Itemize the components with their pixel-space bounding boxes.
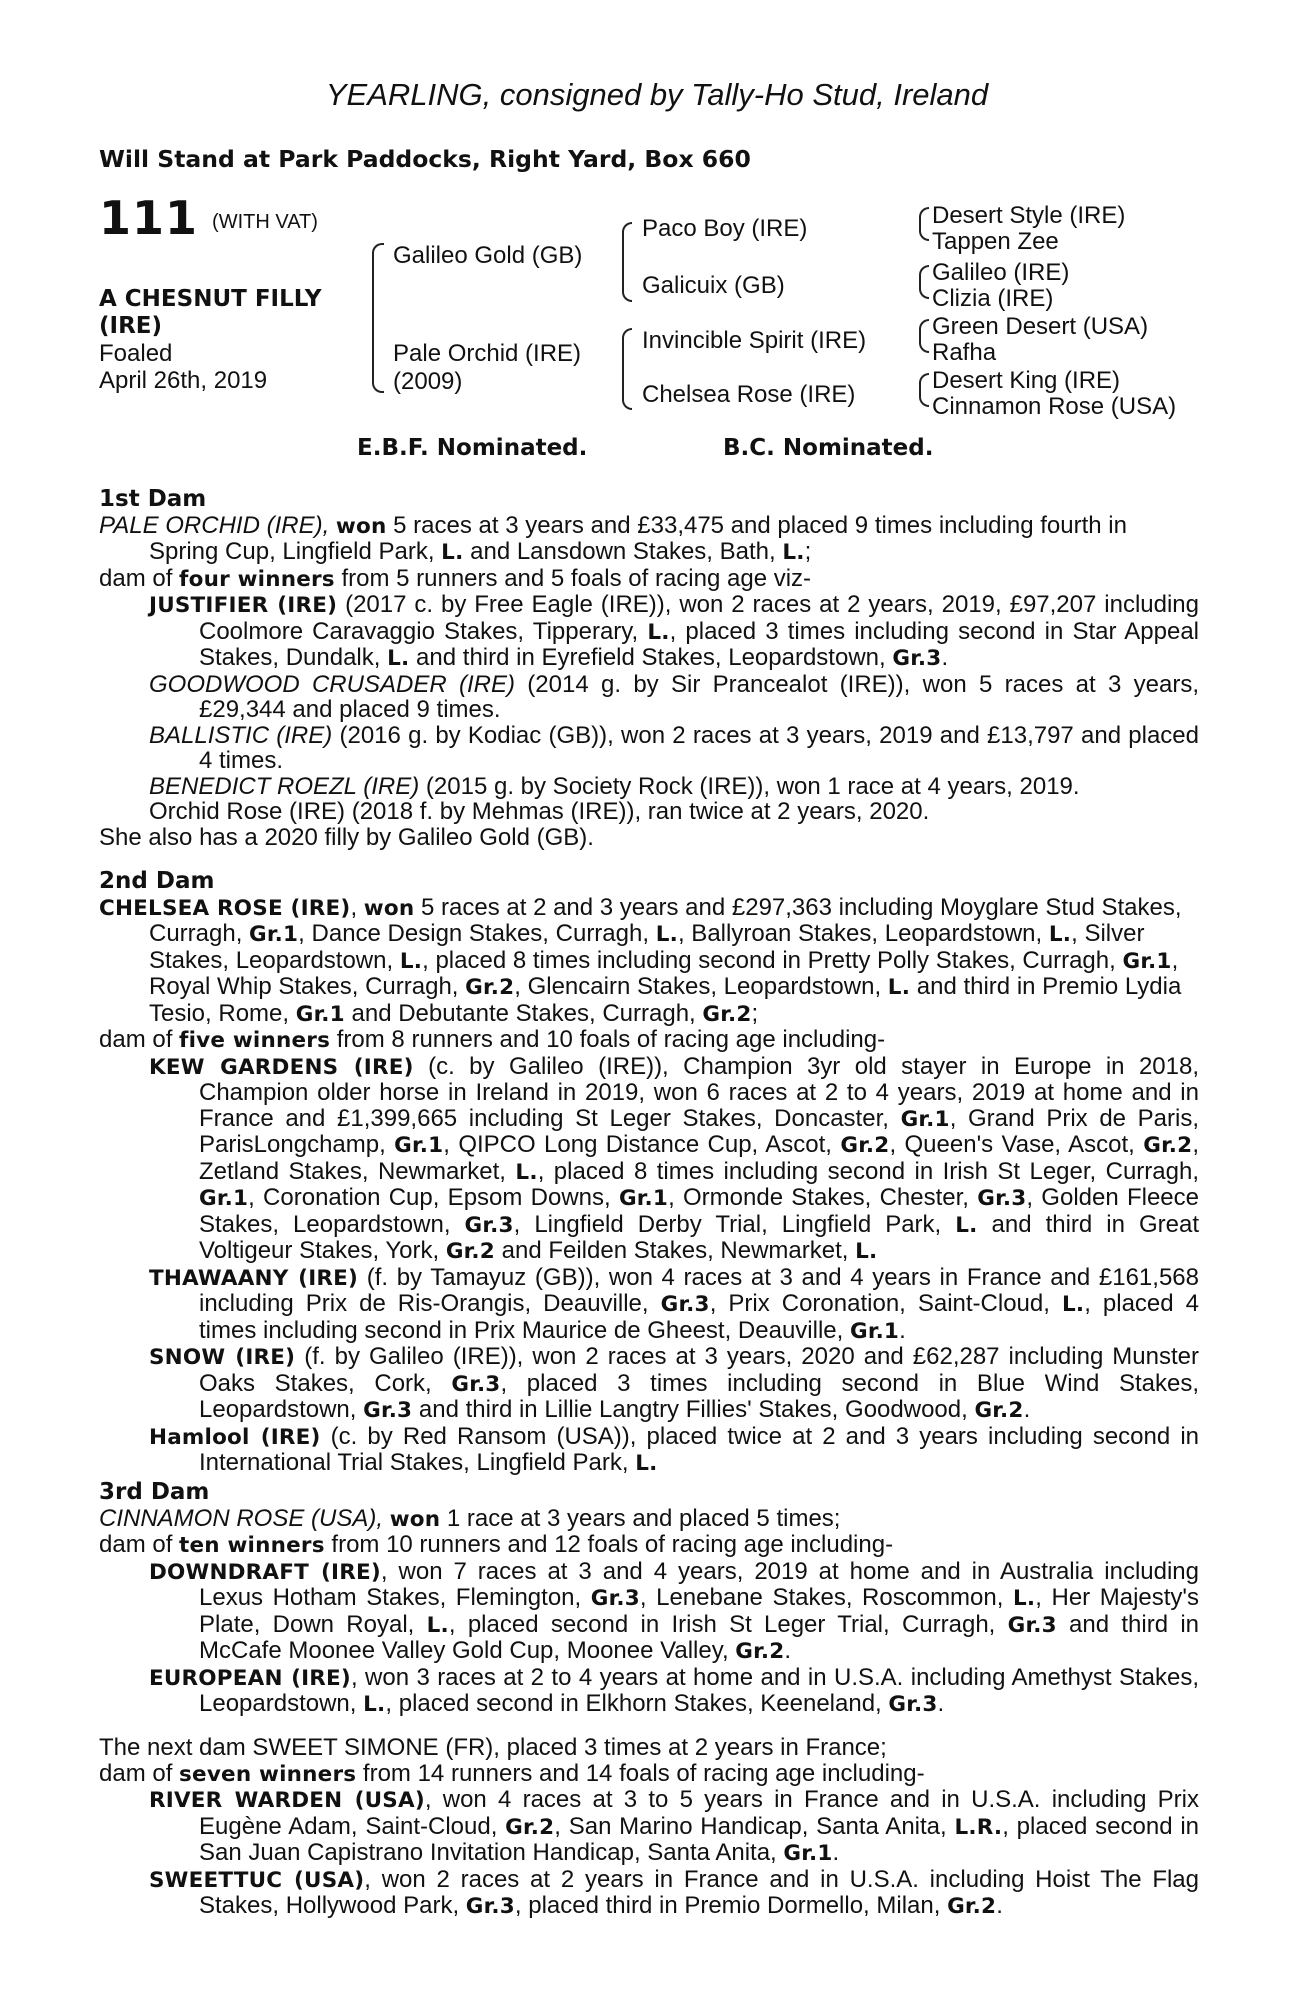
lot-number: 111 <box>99 191 199 245</box>
offspring-name: SNOW (IRE) <box>149 1345 296 1370</box>
dam-of-line: dam of five winners from 8 runners and 10 foals of racing age including- <box>99 1026 886 1053</box>
page-title: YEARLING, consigned by Tally-Ho Stud, Ireland <box>325 77 989 112</box>
sire-sire-dam: Tappen Zee <box>932 228 1059 255</box>
sd-bracket <box>919 265 929 299</box>
sire-dam-dam: Clizia (IRE) <box>932 285 1054 312</box>
ebf-nomination: E.B.F. Nominated. <box>357 435 588 461</box>
offspring-name: THAWAANY (IRE) <box>149 1265 359 1291</box>
sire-sire: Paco Boy (IRE) <box>642 215 808 242</box>
third-dam-section <box>99 1480 1199 1718</box>
offspring-entry: Orchid Rose (IRE) (2018 f. by Mehmas (IRE)), ran twice at 2 years, 2020. <box>149 798 930 825</box>
sire-bracket <box>622 222 632 302</box>
dam-bracket <box>622 328 632 410</box>
offspring-name: GOODWOOD CRUSADER (IRE) <box>149 670 515 698</box>
lot-header <box>99 191 318 245</box>
dam-sire-dam: Rafha <box>932 339 997 366</box>
offspring-entry: RIVER WARDEN (USA), won 4 races at 3 to 5 years in France and in U.S.A. including Prix Eugène Adam, Saint-Cloud, Gr.2, San Marino Handicap, Santa Anita, L.R., placed second in San Juan Capistrano Invitation Handicap, Santa Anita, Gr.1. <box>149 1786 1200 1866</box>
offspring-name: RIVER WARDEN (USA) <box>149 1788 425 1813</box>
horse-name: A CHESNUT FILLY <box>99 286 322 312</box>
offspring-name: Hamlool (IRE) <box>149 1424 321 1450</box>
sire-dam-sire: Galileo (IRE) <box>932 259 1070 286</box>
foaled-date: April 26th, 2019 <box>99 367 268 394</box>
offspring-entry: BALLISTIC (IRE) (2016 g. by Kodiac (GB)), won 2 races at 3 years, 2019 and £13,797 and placed 4 times. <box>149 721 1199 774</box>
stand-location: Will Stand at Park Paddocks, Right Yard, Box 660 <box>99 145 751 173</box>
dam-name: CHELSEA ROSE (IRE) <box>99 895 351 921</box>
offspring-name: SWEETTUC (USA) <box>149 1867 365 1893</box>
offspring-name: BALLISTIC (IRE) <box>149 721 333 749</box>
dam-name: Pale Orchid (IRE) <box>393 340 582 367</box>
dam-of-line: dam of ten winners from 10 runners and 12 foals of racing age including- <box>99 1531 894 1558</box>
dam-record: CINNAMON ROSE (USA), won 1 race at 3 years and placed 5 times; <box>99 1504 841 1532</box>
next-dam-line: The next dam SWEET SIMONE (FR), placed 3 times at 2 years in France; <box>99 1734 887 1761</box>
offspring-entry: SWEETTUC (USA), won 2 races at 2 years in France and in U.S.A. including Hoist The Flag Stakes, Hollywood Park, Gr.3, placed third in Premio Dormello, Milan, Gr.2. <box>149 1865 1200 1919</box>
pedigree-bracket <box>372 243 384 393</box>
dam-dam-dam: Cinnamon Rose (USA) <box>932 393 1177 420</box>
offspring-entry: EUROPEAN (IRE), won 3 races at 2 to 4 years at home and in U.S.A. including Amethyst Stakes, Leopardstown, L., placed second in Elkhorn Stakes, Keeneland, Gr.3. <box>149 1663 1200 1717</box>
offspring-entry: JUSTIFIER (IRE) (2017 c. by Free Eagle (IRE)), won 2 races at 2 years, 2019, £97,207 including Coolmore Caravaggio Stakes, Tipperary, L., placed 3 times including second in Star Appeal Stakes, Dundalk, L. and third in Eyrefield Stakes, Leopardstown, Gr.3. <box>149 591 1200 671</box>
offspring-name: JUSTIFIER (IRE) <box>149 593 338 618</box>
offspring-entry: BENEDICT ROEZL (IRE) (2015 g. by Society Rock (IRE)), won 1 race at 4 years, 2019. <box>149 772 1080 800</box>
ds-bracket <box>919 319 929 353</box>
first-dam-section <box>99 487 1199 850</box>
offspring-entry: GOODWOOD CRUSADER (IRE) (2014 g. by Sir Prancealot (IRE)), won 5 races at 3 years, £29,344 and placed 9 times. <box>149 670 1200 723</box>
dam-of-line: dam of four winners from 5 runners and 5 foals of racing age viz- <box>99 564 812 592</box>
horse-origin: (IRE) <box>99 313 163 339</box>
also-note: She also has a 2020 filly by Galileo Gold (GB). <box>99 823 594 851</box>
dam-record: PALE ORCHID (IRE), won 5 races at 3 years and £33,475 and placed 9 times including fourth in Spring Cup, Lingfield Park, L. and Lansdown Stakes, Bath, L.; <box>99 511 1127 565</box>
section-heading: 2nd Dam <box>99 868 215 894</box>
dam-year: (2009) <box>393 368 463 395</box>
offspring-name: DOWNDRAFT (IRE) <box>149 1559 381 1585</box>
vat-note: (WITH VAT) <box>212 211 318 233</box>
dam-of-line: dam of seven winners from 14 runners and 14 foals of racing age including- <box>99 1759 925 1787</box>
dam-dam: Chelsea Rose (IRE) <box>642 381 856 408</box>
section-heading: 1st Dam <box>99 486 207 512</box>
dam-sire-sire: Green Desert (USA) <box>932 313 1149 340</box>
section-heading: 3rd Dam <box>99 1479 210 1505</box>
dam-name: CINNAMON ROSE (USA), <box>99 1504 384 1532</box>
offspring-entry: SNOW (IRE) (f. by Galileo (IRE)), won 2 races at 3 years, 2020 and £62,287 including Munster Oaks Stakes, Cork, Gr.3, placed 3 times including second in Blue Wind Stakes, Leopardstown, Gr.3 and third in Lillie Langtry Fillies' Stakes, Goodwood, Gr.2. <box>149 1343 1200 1423</box>
dam-sire: Invincible Spirit (IRE) <box>642 327 867 354</box>
sire-sire-sire: Desert Style (IRE) <box>932 202 1126 229</box>
offspring-entry: Hamlool (IRE) (c. by Red Ransom (USA)), placed twice at 2 and 3 years including second in International Trial Stakes, Lingfield Park, L. <box>149 1422 1199 1476</box>
sire-dam: Galicuix (GB) <box>642 272 785 299</box>
offspring-entry: THAWAANY (IRE) (f. by Tamayuz (GB)), won 4 races at 3 and 4 years in France and £161,568 including Prix de Ris-Orangis, Deauville, Gr.3, Prix Coronation, Saint-Cloud, L., placed 4 times including second in Prix Maurice de Gheest, Deauville, Gr.1. <box>149 1263 1199 1344</box>
offspring-entry: DOWNDRAFT (IRE), won 7 races at 3 and 4 years, 2019 at home and in Australia including Lexus Hotham Stakes, Flemington, Gr.3, Lenebane Stakes, Roscommon, L., Her Majesty's Plate, Down Royal, L., placed second in Irish St Leger Trial, Curragh, Gr.3 and third in McCafe Moonee Valley Gold Cup, Moonee Valley, Gr.2. <box>149 1557 1200 1664</box>
horse-description <box>99 286 359 394</box>
foaled-label: Foaled <box>99 340 173 367</box>
ss-bracket <box>919 207 929 241</box>
next-dam-section <box>99 1735 1199 1920</box>
dd-bracket <box>919 373 929 407</box>
dam-name: PALE ORCHID (IRE), <box>99 511 330 539</box>
second-dam-section <box>99 869 1199 1477</box>
dam-record: CHELSEA ROSE (IRE), won 5 races at 2 and 3 years and £297,363 including Moyglare Stud Stakes, Curragh, Gr.1, Dance Design Stakes, Curragh, L., Ballyroan Stakes, Leopardstown, L., Silver Stakes, Leopardstown, L., placed 8 times including second in Pretty Polly Stakes, Curragh, Gr.1, Royal Whip Stakes, Curragh, Gr.2, Glencairn Stakes, Leopardstown, L. and third in Premio Lydia Tesio, Rome, Gr.1 and Debutante Stakes, Curragh, Gr.2; <box>99 893 1182 1027</box>
sire-name: Galileo Gold (GB) <box>393 242 583 269</box>
offspring-entry: KEW GARDENS (IRE) (c. by Galileo (IRE)), Champion 3yr old stayer in Europe in 2018, Champion older horse in Ireland in 2019, won 6 races at 2 to 4 years, 2019 at home and in France and £1,399,665 including St Leger Stakes, Doncaster, Gr.1, Grand Prix de Paris, ParisLongchamp, Gr.1, QIPCO Long Distance Cup, Ascot, Gr.2, Queen's Vase, Ascot, Gr.2, Zetland Stakes, Newmarket, L., placed 8 times including second in Irish St Leger, Curragh, Gr.1, Coronation Cup, Epsom Downs, Gr.1, Ormonde Stakes, Chester, Gr.3, Golden Fleece Stakes, Leopardstown, Gr.3, Lingfield Derby Trial, Lingfield Park, L. and third in Great Voltigeur Stakes, York, Gr.2 and Feilden Stakes, Newmarket, L. <box>149 1052 1200 1264</box>
offspring-name: BENEDICT ROEZL (IRE) <box>149 772 420 800</box>
offspring-name: KEW GARDENS (IRE) <box>149 1054 414 1080</box>
dam-dam-sire: Desert King (IRE) <box>932 367 1121 394</box>
bc-nomination: B.C. Nominated. <box>723 435 934 461</box>
offspring-name: EUROPEAN (IRE) <box>149 1665 351 1691</box>
won-label: won <box>335 513 387 539</box>
